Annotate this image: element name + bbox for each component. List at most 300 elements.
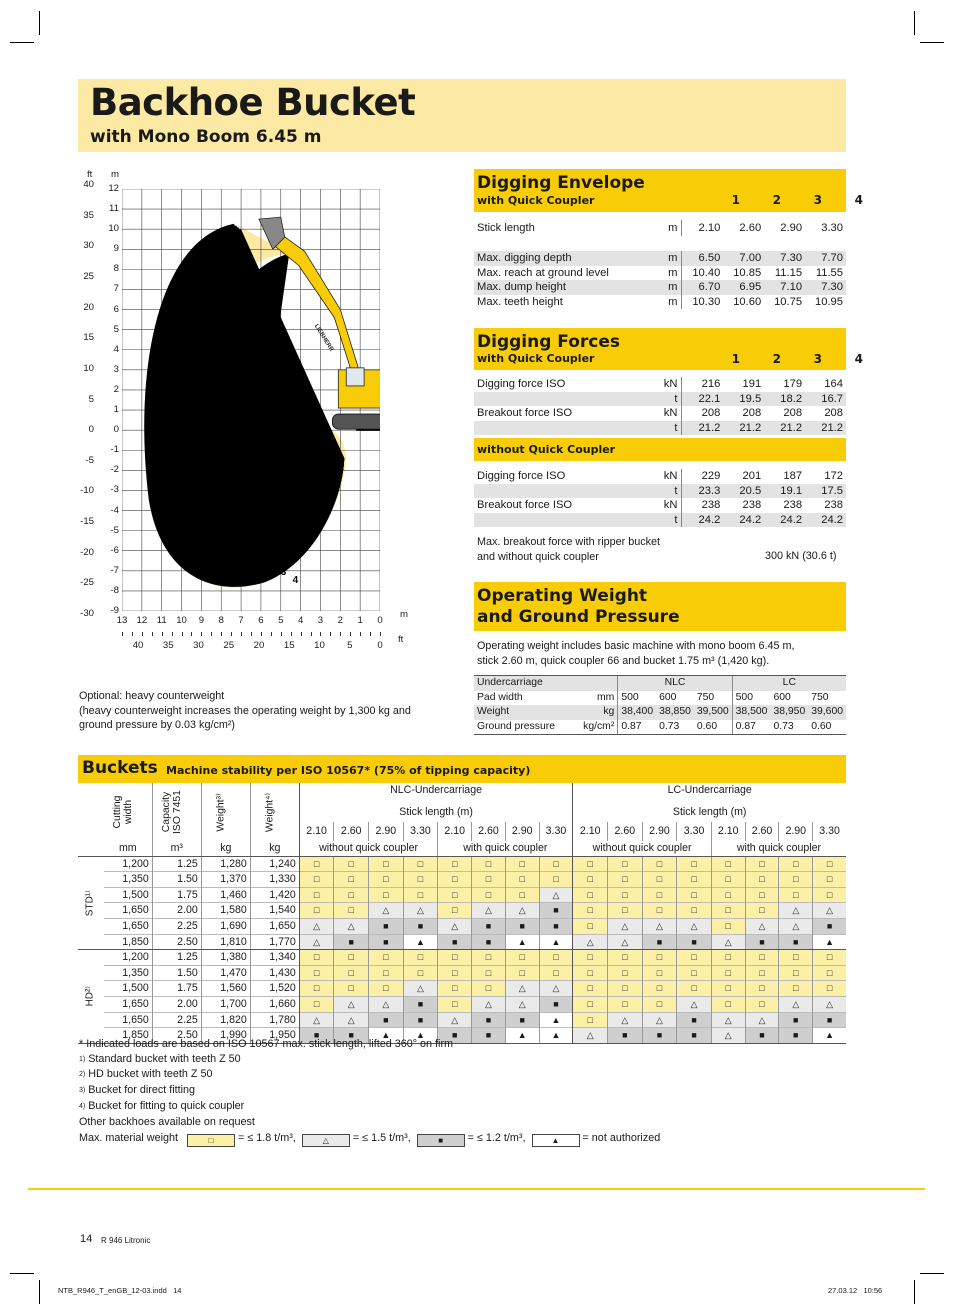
ow-value: 0.73 (770, 720, 808, 735)
row-label: Breakout force ISO (477, 499, 573, 512)
y-tick-m: 3 (113, 363, 119, 375)
stability-symbol: △ (607, 1012, 642, 1028)
stability-symbol: ■ (472, 1028, 506, 1044)
stability-symbol: ■ (539, 918, 573, 934)
stability-symbol: △ (505, 903, 539, 919)
ow-head-lc: LC (732, 676, 846, 691)
stability-symbol: ■ (607, 1028, 642, 1044)
footnote-mark: 2) (79, 1071, 86, 1079)
coupler-head: without quick coupler (573, 841, 712, 856)
bucket-spec: 1,990 (201, 1028, 250, 1044)
y-tick-m: -5 (110, 524, 119, 536)
ruler-tick (221, 632, 222, 636)
ow-value: 38,500 (732, 705, 770, 720)
stability-symbol: □ (642, 872, 677, 888)
stability-symbol: △ (711, 1012, 745, 1028)
stability-symbol: □ (745, 903, 779, 919)
stability-symbol: □ (607, 996, 642, 1012)
spec-row (474, 377, 846, 392)
stability-symbol: □ (813, 981, 846, 997)
stability-symbol: □ (334, 856, 369, 872)
stick-value: 2.10 (573, 822, 608, 841)
stability-symbol: □ (334, 903, 369, 919)
x-tick-m: 3 (317, 615, 324, 626)
stability-symbol: △ (539, 887, 573, 903)
page-title: Backhoe Bucket (90, 81, 416, 124)
stability-symbol: △ (779, 903, 813, 919)
x-tick-m: 13 (116, 615, 128, 626)
row-unit: kN (654, 498, 682, 513)
footnote (79, 1099, 453, 1115)
legend-text: = ≤ 1.2 t/m³, (467, 1132, 526, 1144)
stability-symbol: ■ (403, 918, 438, 934)
digging-forces-without-qc-table (474, 469, 846, 527)
stability-symbol: △ (677, 996, 712, 1012)
row-value: 19.5 (723, 392, 764, 407)
row-value: 18.2 (764, 392, 805, 407)
stability-symbol: □ (539, 872, 573, 888)
stability-symbol: □ (745, 996, 779, 1012)
row-label: Digging force ISO (477, 378, 566, 390)
ruler-tick (380, 632, 381, 636)
spec-row (474, 295, 846, 310)
footnote (79, 1052, 453, 1068)
row-value: 24.2 (723, 513, 764, 528)
group-label-text: STD¹⁾ (84, 889, 96, 916)
stability-symbol: □ (369, 965, 404, 981)
bucket-spec: 1,850 (104, 934, 153, 950)
row-value: 17.5 (805, 484, 846, 499)
row-value: 2.10 (698, 221, 721, 234)
ow-value: 0.87 (618, 720, 656, 735)
stability-symbol: □ (472, 872, 506, 888)
stability-symbol: □ (573, 1012, 608, 1028)
stick-value: 2.60 (334, 822, 369, 841)
row-value: 7.70 (805, 251, 846, 266)
crop-mark (920, 1273, 944, 1274)
stability-symbol: ▲ (539, 934, 573, 950)
operating-weight-table (474, 675, 846, 735)
stability-symbol: ■ (677, 1012, 712, 1028)
bucket-row (78, 950, 846, 966)
row-value: 208 (783, 407, 803, 420)
stability-symbol: △ (711, 934, 745, 950)
excavator-cab (346, 368, 364, 386)
stability-symbol: □ (505, 872, 539, 888)
column-header: 1 (731, 193, 740, 207)
bucket-row (78, 996, 846, 1012)
row-value: 22.1 (682, 392, 723, 407)
x-tick-ft: 25 (223, 640, 235, 651)
stability-symbol: ▲ (403, 1028, 438, 1044)
stability-symbol: △ (472, 903, 506, 919)
column-header: 3 (813, 352, 822, 366)
ruler-tick (311, 632, 312, 636)
column-header: 2 (772, 352, 781, 366)
stick-value: 2.90 (779, 822, 813, 841)
bucket-row (78, 934, 846, 950)
row-value: 3.30 (821, 221, 843, 234)
stability-symbol: ■ (813, 918, 846, 934)
ruler-tick (271, 632, 272, 636)
footnote-text: HD bucket with teeth Z 50 (85, 1068, 213, 1081)
bucket-spec: 1,650 (104, 1012, 153, 1028)
y-tick-ft: 20 (83, 301, 94, 313)
bucket-spec: 1,810 (201, 934, 250, 950)
ow-value: 38,850 (656, 705, 694, 720)
axis-unit-m-bottom: m (400, 609, 408, 620)
ow-value: 0.87 (732, 720, 770, 735)
bucket-spec: 1.75 (152, 887, 201, 903)
stability-symbol: □ (813, 950, 846, 966)
ruler-tick (261, 632, 262, 636)
stability-symbol: □ (779, 856, 813, 872)
row-value: 6.50 (682, 251, 723, 266)
stability-symbol: ▲ (403, 934, 438, 950)
bucket-spec: 1,500 (104, 887, 153, 903)
stability-symbol: □ (642, 856, 677, 872)
bucket-row (78, 918, 846, 934)
coupler-head: without quick coupler (299, 841, 438, 856)
stability-symbol: △ (369, 996, 404, 1012)
stability-symbol: □ (334, 887, 369, 903)
stability-symbol: □ (438, 996, 472, 1012)
stability-symbol: □ (813, 887, 846, 903)
stability-symbol: ■ (369, 1012, 404, 1028)
stability-symbol: □ (573, 872, 608, 888)
ruler-tick (162, 632, 163, 636)
stick-value: 3.30 (539, 822, 573, 841)
bucket-spec: 1,430 (250, 965, 299, 981)
bucket-spec: 1,650 (104, 903, 153, 919)
stability-symbol: □ (607, 872, 642, 888)
stability-symbol: △ (607, 934, 642, 950)
buckets-subtitle: Machine stability per ISO 10567* (75% of tipping capacity) (166, 764, 531, 777)
bucket-spec: 2.25 (152, 918, 201, 934)
stick-value: 2.10 (711, 822, 745, 841)
digging-forces-subtitle: with Quick Coupler (477, 352, 595, 365)
stick-value: 2.60 (607, 822, 642, 841)
stability-symbol: ■ (403, 1012, 438, 1028)
brand-label: LIEBHERR (312, 323, 335, 353)
stability-symbol: □ (472, 950, 506, 966)
ruler-tick (330, 632, 331, 636)
spec-row (474, 513, 846, 528)
legend-swatch: ▲ (532, 1134, 580, 1147)
stability-symbol: ▲ (813, 1028, 846, 1044)
bucket-row (78, 965, 846, 981)
stability-symbol: □ (779, 981, 813, 997)
operating-weight-header (474, 582, 846, 631)
stability-symbol: □ (813, 856, 846, 872)
ow-value: 0.73 (656, 720, 694, 735)
y-tick-m: 2 (113, 383, 119, 395)
stability-symbol: △ (438, 1012, 472, 1028)
stability-symbol: ■ (642, 934, 677, 950)
y-tick-m: 0 (113, 424, 119, 436)
ruler-tick (152, 632, 153, 636)
stability-symbol: ■ (334, 934, 369, 950)
stability-symbol: □ (607, 903, 642, 919)
footnote-text: Standard bucket with teeth Z 50 (85, 1052, 241, 1065)
row-label (474, 421, 654, 436)
ow-unit: kg/cm² (574, 720, 618, 735)
stability-symbol: ■ (642, 1028, 677, 1044)
row-value: 24.2 (805, 513, 846, 528)
row-unit: m (654, 251, 682, 266)
ow-value: 38,950 (770, 705, 808, 720)
stability-symbol: □ (505, 887, 539, 903)
x-tick-m: 7 (238, 615, 244, 626)
row-unit: m (654, 280, 682, 295)
ruler-tick (291, 632, 292, 636)
stability-symbol: □ (573, 996, 608, 1012)
stability-symbol: ■ (745, 934, 779, 950)
crop-mark (10, 42, 34, 43)
x-tick-m: 2 (337, 615, 343, 626)
row-value: 21.2 (805, 421, 846, 436)
y-tick-ft: 15 (83, 332, 94, 344)
row-value: 7.30 (764, 251, 805, 266)
crop-mark (39, 11, 40, 35)
ow-row (474, 691, 846, 706)
row-value: 208 (824, 407, 843, 420)
stability-symbol: □ (745, 887, 779, 903)
stability-symbol: □ (438, 965, 472, 981)
bucket-col-head-text: Weight³⁾ (215, 792, 227, 832)
envelope-grid (122, 189, 380, 611)
stability-symbol: □ (642, 965, 677, 981)
y-tick-ft: 35 (83, 209, 94, 221)
row-label: Max. reach at ground level (477, 266, 609, 279)
bucket-spec: 1.50 (152, 872, 201, 888)
stability-symbol: □ (505, 965, 539, 981)
stability-symbol: △ (334, 918, 369, 934)
bucket-spec: 1,780 (250, 1012, 299, 1028)
stability-symbol: ■ (813, 1012, 846, 1028)
ow-head-nlc: NLC (618, 676, 732, 691)
unit-cell: kg (250, 841, 299, 856)
operating-weight-title2: and Ground Pressure (477, 607, 680, 627)
stability-symbol: □ (642, 996, 677, 1012)
row-value: 2.60 (739, 221, 762, 234)
bucket-spec: 1,500 (104, 981, 153, 997)
row-value: 208 (701, 407, 721, 420)
operating-weight-title1: Operating Weight (477, 586, 648, 606)
axis-unit-ft-bottom: ft (398, 634, 404, 645)
row-value: 208 (742, 407, 762, 420)
y-tick-ft: -30 (80, 607, 94, 619)
bucket-spec: 2.50 (152, 1028, 201, 1044)
stability-symbol: □ (438, 981, 472, 997)
y-tick-m: -8 (110, 584, 119, 596)
stability-symbol: □ (369, 856, 404, 872)
row-value: 23.3 (682, 484, 723, 499)
stability-symbol: ■ (677, 1028, 712, 1044)
footnote (79, 1083, 453, 1099)
bucket-spec: 2.00 (152, 903, 201, 919)
group-label (78, 950, 104, 1044)
ow-label: Pad width (474, 691, 574, 706)
row-value: 11.55 (815, 266, 843, 279)
crop-mark (39, 1280, 40, 1304)
unit-cell: kg (201, 841, 250, 856)
row-value: 238 (783, 499, 803, 512)
stability-symbol: ■ (779, 1012, 813, 1028)
stability-symbol: △ (334, 1012, 369, 1028)
stability-symbol: △ (334, 996, 369, 1012)
y-tick-ft: 5 (88, 393, 94, 405)
spec-row (474, 484, 846, 499)
y-tick-ft: -15 (80, 516, 94, 528)
footnote (79, 1067, 453, 1083)
row-value: 6.95 (723, 280, 764, 295)
stick-value: 3.30 (403, 822, 438, 841)
stability-symbol: □ (299, 996, 334, 1012)
stability-symbol: □ (779, 950, 813, 966)
x-tick-m: 12 (136, 615, 148, 626)
digging-envelope-header (474, 169, 863, 212)
footnote-text: Bucket for fitting to quick coupler (85, 1099, 245, 1112)
group-label-text: HD²⁾ (84, 986, 96, 1007)
stability-symbol: □ (505, 950, 539, 966)
spec-row (474, 406, 846, 421)
row-label: Max. digging depth (474, 251, 654, 266)
curve-label: 3 (280, 566, 287, 578)
bucket-row (78, 981, 846, 997)
stick-value: 2.60 (745, 822, 779, 841)
footnote-star: * Indicated loads are based on ISO 10567 max. stick length, lifted 360° on firm (79, 1038, 454, 1050)
bucket-spec: 1,420 (250, 887, 299, 903)
stability-symbol: ■ (438, 934, 472, 950)
stability-symbol: ■ (403, 996, 438, 1012)
row-value: 7.10 (764, 280, 805, 295)
y-tick-ft: -10 (80, 485, 94, 497)
ruler-tick (182, 632, 183, 636)
row-value: 10.75 (774, 295, 803, 308)
y-tick-m: 4 (113, 343, 119, 355)
y-tick-m: 1 (113, 404, 119, 416)
row-value: 19.1 (764, 484, 805, 499)
stability-symbol: □ (813, 965, 846, 981)
row-unit: m (654, 295, 682, 310)
stability-symbol: □ (438, 950, 472, 966)
stability-symbol: □ (573, 918, 608, 934)
y-tick-m: -1 (110, 444, 119, 456)
row-label: Max. dump height (474, 280, 654, 295)
stick-value: 3.30 (677, 822, 712, 841)
y-tick-ft: 25 (83, 271, 94, 283)
bucket-spec: 1,200 (104, 950, 153, 966)
bucket-spec: 1,650 (104, 918, 153, 934)
stability-symbol: ▲ (813, 934, 846, 950)
stability-symbol: □ (539, 950, 573, 966)
curve-label: 4 (292, 574, 299, 586)
stability-symbol: □ (607, 950, 642, 966)
stability-symbol: □ (539, 856, 573, 872)
row-value: 238 (742, 499, 762, 512)
stick-value: 2.90 (369, 822, 404, 841)
stability-symbol: △ (813, 903, 846, 919)
row-value: 187 (783, 470, 803, 482)
bucket-col-head (201, 783, 250, 841)
stability-symbol: △ (505, 996, 539, 1012)
ow-value: 39,500 (694, 705, 732, 720)
stability-symbol: ■ (539, 996, 573, 1012)
stability-symbol: □ (438, 903, 472, 919)
row-label: Max. teeth height (477, 295, 563, 308)
stability-symbol: ■ (369, 934, 404, 950)
ow-unit: mm (574, 691, 618, 706)
stability-symbol: □ (607, 981, 642, 997)
bucket-row (78, 1012, 846, 1028)
stability-symbol: □ (711, 872, 745, 888)
ow-row (474, 705, 846, 720)
stability-symbol: □ (711, 965, 745, 981)
legend-text: = ≤ 1.8 t/m³, (238, 1132, 296, 1144)
spec-row (474, 251, 846, 266)
ripper-value: 300 kN (30.6 t) (765, 550, 837, 562)
spec-row (474, 469, 846, 484)
x-tick-ft: 0 (377, 640, 383, 651)
stability-symbol: □ (369, 887, 404, 903)
bucket-spec: 1.25 (152, 950, 201, 966)
bucket-col-head (152, 783, 201, 841)
row-label (474, 392, 654, 407)
bucket-spec: 1.25 (152, 856, 201, 872)
crop-mark (10, 1273, 34, 1274)
x-tick-m: 11 (156, 615, 167, 626)
ow-row (474, 720, 846, 735)
ruler-tick (142, 632, 143, 636)
stability-symbol: ■ (334, 1028, 369, 1044)
stability-symbol: □ (539, 965, 573, 981)
x-tick-m: 9 (198, 615, 205, 626)
buckets-table (78, 783, 846, 1044)
ow-value: 600 (770, 691, 808, 706)
stability-symbol: △ (438, 918, 472, 934)
spec-row (474, 421, 846, 436)
row-value: 7.00 (723, 251, 764, 266)
bucket-spec: 1,660 (250, 996, 299, 1012)
stability-symbol: □ (573, 903, 608, 919)
stability-symbol: ■ (779, 1028, 813, 1044)
row-value: 6.70 (682, 280, 723, 295)
bucket-row (78, 872, 846, 888)
bucket-spec: 1,240 (250, 856, 299, 872)
stability-symbol: □ (403, 872, 438, 888)
x-tick-m: 4 (297, 615, 304, 626)
stability-symbol: □ (607, 965, 642, 981)
x-tick-ft: 35 (162, 640, 174, 651)
axis-unit-m: m (111, 169, 119, 180)
ow-value: 0.60 (694, 720, 732, 735)
page-number: 14 (80, 1233, 93, 1245)
y-tick-m: -7 (110, 564, 119, 576)
page-header (78, 79, 846, 152)
ow-value: 600 (656, 691, 694, 706)
stability-symbol: □ (369, 872, 404, 888)
footer-rule (28, 1188, 925, 1190)
stability-symbol: ■ (677, 934, 712, 950)
file-slug: NTB_R946_T_enGB_12-03.indd 14 (58, 1286, 182, 1295)
row-value: 10.60 (733, 295, 762, 308)
unit-cell: m³ (152, 841, 201, 856)
ruler-tick (350, 632, 351, 636)
x-tick-m: 6 (258, 615, 264, 626)
row-unit: kN (654, 469, 682, 484)
bucket-col-head-text: Capacity ISO 7451 (160, 790, 183, 834)
